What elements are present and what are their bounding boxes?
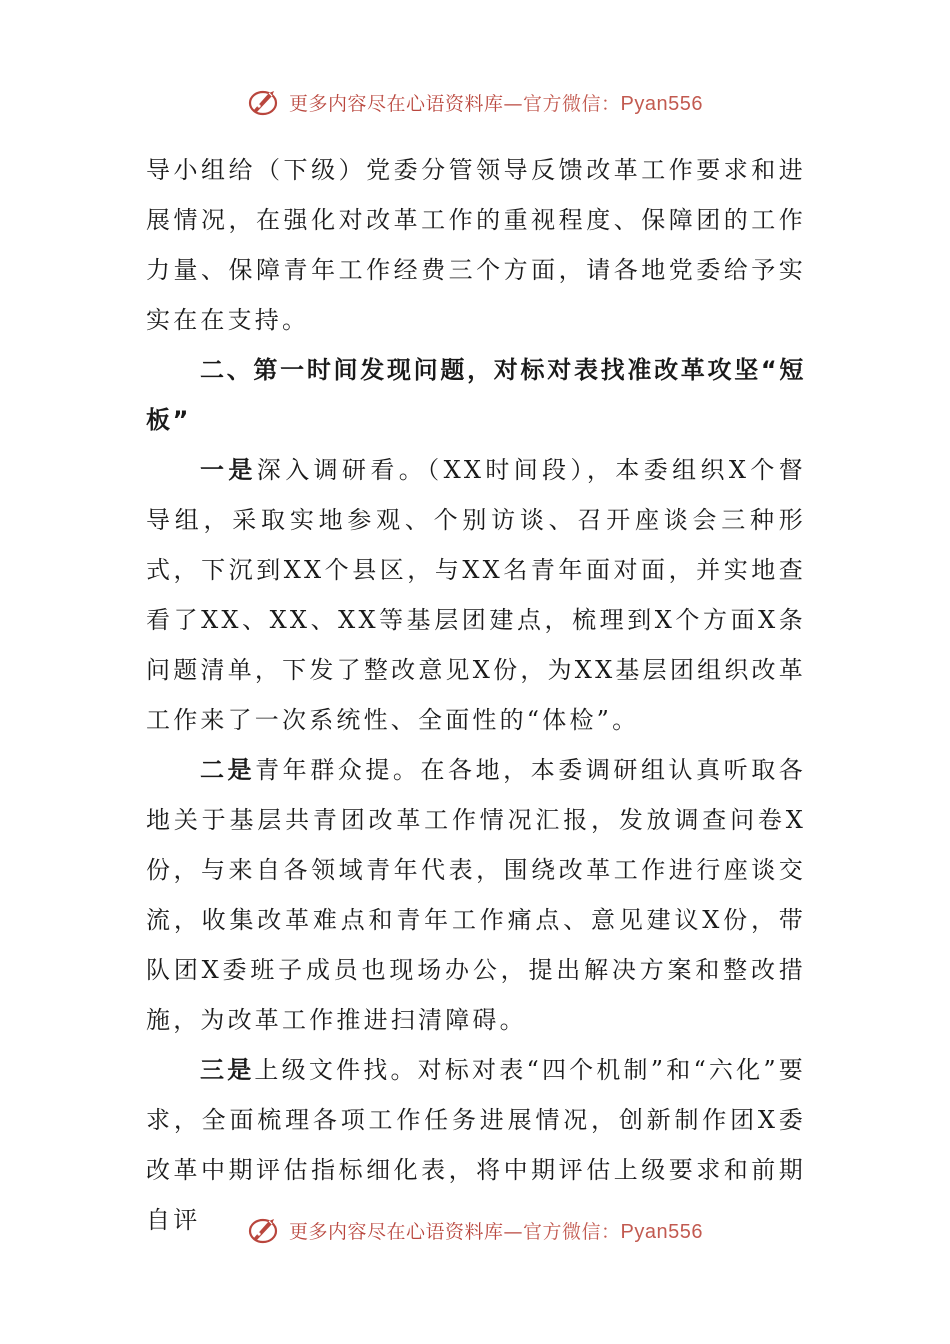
footer-watermark-banner bbox=[0, 1208, 950, 1252]
pen-nib-logo-icon bbox=[247, 85, 281, 119]
section-heading-2: 二、第一时间发现问题，对标对表找准改革攻坚“短板” bbox=[146, 356, 806, 434]
document-body bbox=[146, 145, 806, 1245]
watermark-wechat-label: 官方微信： bbox=[523, 1220, 621, 1243]
paragraph-continuation: 导小组给（下级）党委分管领导反馈改革工作要求和进展情况，在强化对改革工作的重视程度、保障团的工作力量、保障青年工作经费三个方面，请各地党委给予实实在在支持。 bbox=[146, 156, 806, 334]
watermark-site-text: 更多内容尽在心语资料库 bbox=[289, 1220, 504, 1243]
watermark-wechat-label: 官方微信： bbox=[523, 92, 621, 115]
item-2-text: 青年群众提。在各地，本委调研组认真听取各地关于基层共青团改革工作情况汇报，发放调查问卷X份，与来自各领域青年代表，围绕改革工作进行座谈交流，收集改革难点和青年工作痛点、意见建议X份，带队团X委班子成员也现场办公，提出解决方案和整改措施，为改革工作推进扫清障碍。 bbox=[146, 756, 806, 1034]
item-1-text: 深入调研看。（XX时间段），本委组织X个督导组，采取实地参观、个别访谈、召开座谈会三种形式，下沉到XX个县区，与XX名青年面对面，并实地查看了XX、XX、XX等基层团建点，梳理到X个方面X条问题清单，下发了整改意见X份，为XX基层团组织改革工作来了一次系统性、全面性的“体检”。 bbox=[146, 456, 806, 734]
watermark-text bbox=[289, 89, 703, 116]
list-item-2 bbox=[146, 745, 806, 1045]
item-2-lead: 二是 bbox=[200, 756, 256, 784]
header-watermark-banner bbox=[0, 80, 950, 124]
item-1-lead: 一是 bbox=[200, 456, 257, 484]
list-item-1 bbox=[146, 445, 806, 745]
watermark-dash: — bbox=[503, 92, 524, 115]
watermark-site-text: 更多内容尽在心语资料库 bbox=[289, 92, 504, 115]
item-3-text: 上级文件找。对标对表“四个机制”和“六化”要求，全面梳理各项工作任务进展情况，创新制作团X委改革中期评估指标细化表，将中期评估上级要求和前期自评 bbox=[146, 1056, 806, 1234]
watermark-dash: — bbox=[503, 1220, 524, 1243]
pen-nib-logo-icon bbox=[247, 1213, 281, 1247]
item-3-lead: 三是 bbox=[200, 1056, 255, 1084]
watermark-wechat-id: Pyan556 bbox=[620, 1220, 703, 1243]
watermark-text bbox=[289, 1217, 703, 1244]
watermark-wechat-id: Pyan556 bbox=[620, 92, 703, 115]
